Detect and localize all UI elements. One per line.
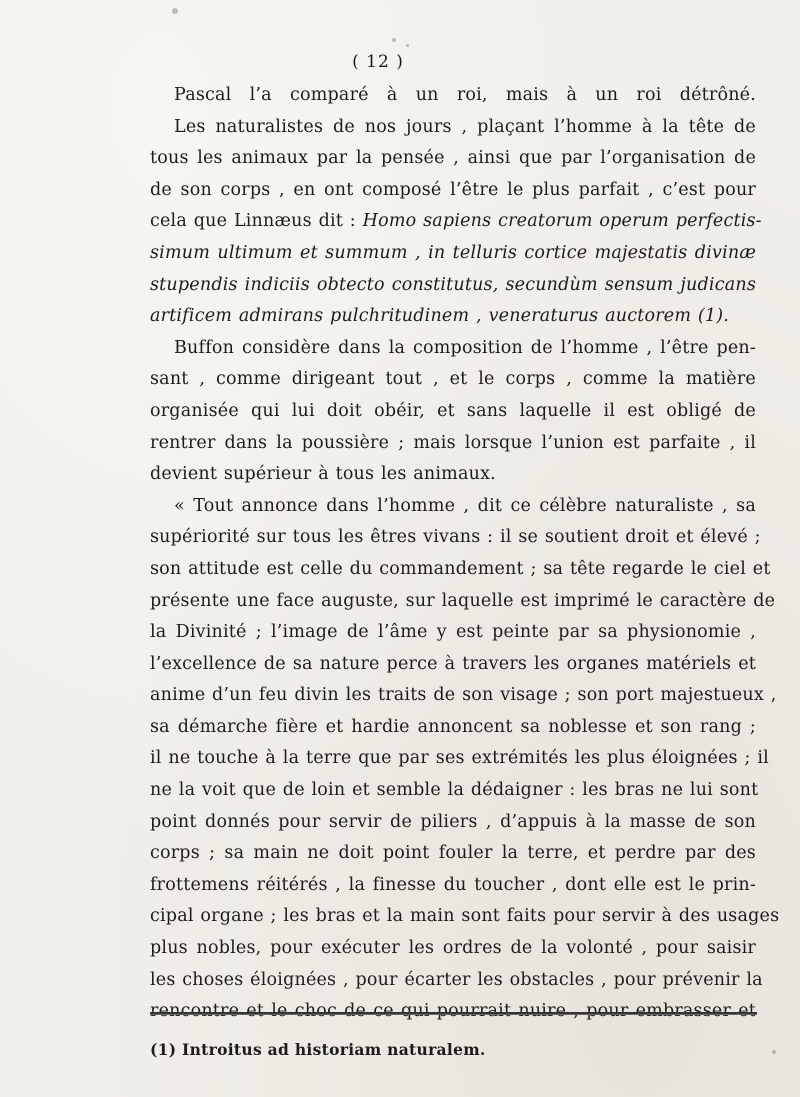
paper-spot: [392, 38, 396, 42]
text-line: les choses éloignées , pour écarter les obstacles , pour prévenir la: [150, 969, 763, 990]
text-line: frottemens réitérés , la finesse du toucher , dont elle est le prin-: [150, 874, 756, 895]
text-line: Les naturalistes de nos jours , plaçant l’homme à la tête de: [174, 116, 756, 137]
text-line: il ne touche à la terre que par ses extrémités les plus éloignées ; il: [150, 748, 769, 769]
footnote-rule: [150, 1012, 757, 1015]
text-line: la Divinité ; l’image de l’âme y est peinte par sa physionomie ,: [150, 622, 756, 643]
text-line: de son corps , en ont composé l’être le plus parfait , c’est pour: [150, 179, 756, 200]
paper-spot: [406, 44, 409, 47]
text-line: « Tout annonce dans l’homme , dit ce célèbre naturaliste , sa: [174, 495, 756, 516]
text-line: Pascal l’a comparé à un roi, mais à un roi détrôné.: [174, 85, 756, 105]
paper-spot: [172, 8, 178, 14]
text-line: supériorité sur tous les êtres vivans : il se soutient droit et élevé ;: [150, 527, 761, 548]
text-line: cipal organe ; les bras et la main sont faits pour servir à des usages: [150, 906, 780, 927]
text-line: point donnés pour servir de piliers , d’appuis à la masse de son: [150, 811, 756, 832]
text-line: présente une face auguste, sur laquelle est imprimé le caractère de: [150, 590, 776, 611]
text-line: plus nobles, pour exécuter les ordres de la volonté , pour saisir: [150, 938, 756, 959]
footnote: (1) Introitus ad historiam naturalem.: [150, 1040, 486, 1059]
italic-latin-quote: Homo sapiens creatorum operum perfectis-: [362, 211, 762, 232]
text-line-mixed: [150, 206, 762, 238]
text-line: sa démarche fière et hardie annoncent sa noblesse et son rang ;: [150, 716, 756, 737]
paper-spot: [772, 1050, 776, 1054]
text-line: organisée qui lui doit obéir, et sans laquelle il est obligé de: [150, 400, 756, 421]
text-line: tous les animaux par la pensée , ainsi que par l’organisation de: [150, 148, 756, 169]
text-line: ne la voit que de loin et semble la dédaigner : les bras ne lui sont: [150, 780, 759, 801]
text-line: Buffon considère dans la composition de l’homme , l’être pen-: [174, 337, 756, 358]
text-segment: cela que Linnæus dit :: [150, 211, 363, 232]
text-line: sant , comme dirigeant tout , et le corps , comme la matière: [150, 369, 756, 390]
text-line: rentrer dans la poussière ; mais lorsque l’union est parfaite , il: [150, 432, 756, 453]
text-line-italic: artificem admirans pulchritudinem , veneraturus auctorem (1).: [150, 306, 730, 327]
body-text: [150, 80, 780, 1028]
text-line: devient supérieur à tous les animaux.: [150, 464, 496, 485]
text-line: anime d’un feu divin les traits de son visage ; son port majestueux ,: [150, 685, 777, 706]
text-line-italic: simum ultimum et summum , in telluris cortice majestatis divinæ: [150, 242, 756, 263]
page-number: ( 12 ): [352, 52, 404, 72]
text-line: son attitude est celle du commandement ; sa tête regarde le ciel et: [150, 558, 771, 579]
text-line: l’excellence de sa nature perce à travers les organes matériels et: [150, 653, 756, 674]
text-line-italic: stupendis indiciis obtecto constitutus, secundùm sensum judicans: [150, 274, 756, 295]
text-line: corps ; sa main ne doit point fouler la terre, et perdre par des: [150, 843, 756, 864]
